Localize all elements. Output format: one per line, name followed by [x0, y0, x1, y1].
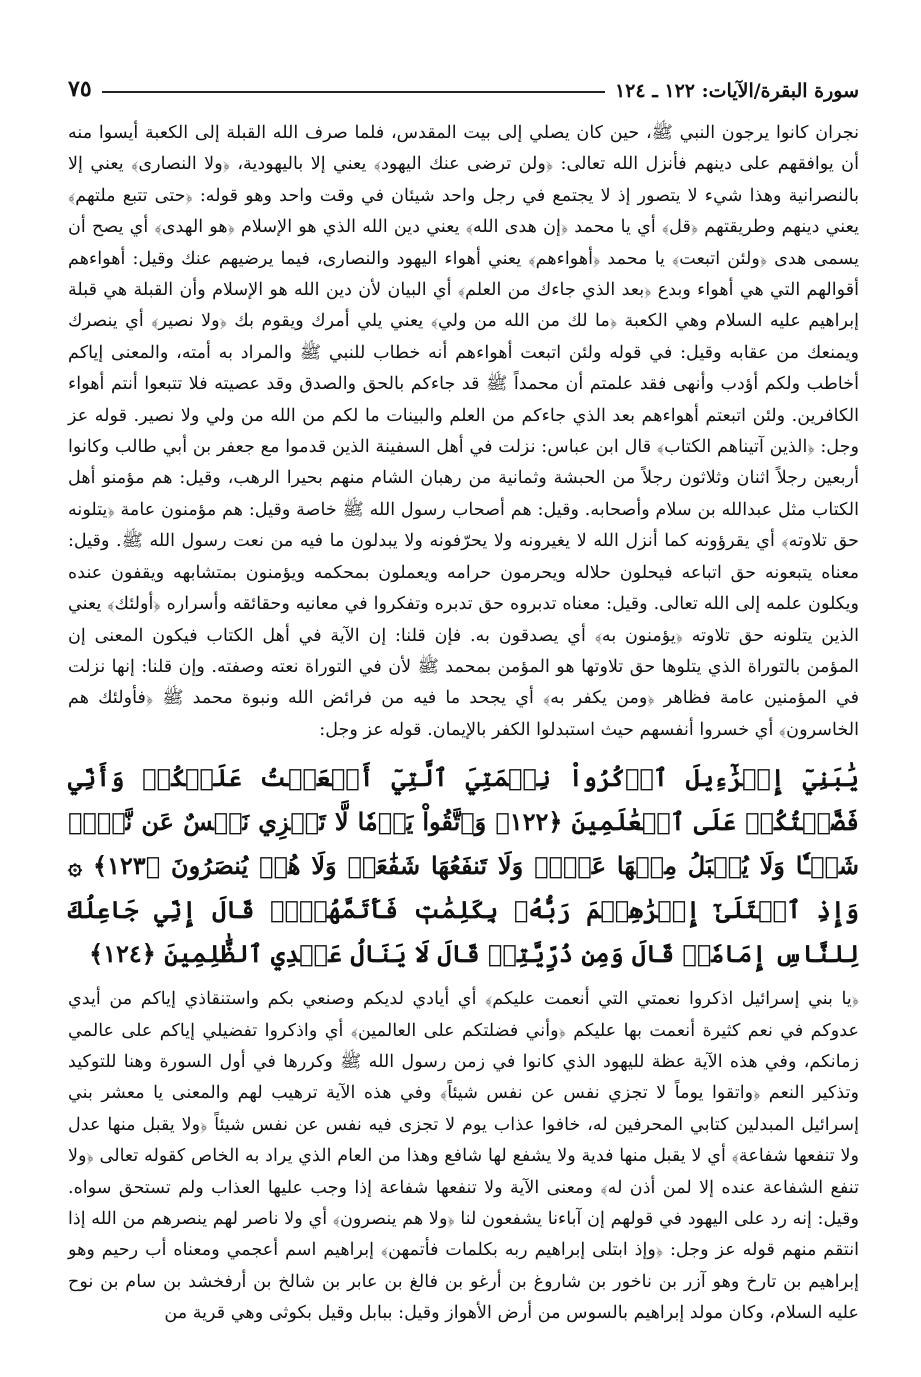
commentary-paragraph-1: نجران كانوا يرجون النبي ﷺ، حين كان يصلي إلى بيت المقدس، فلما صرف الله القبلة إلى الكعبة أيسوا منه أن يوافقهم على دينهم فأنزل الله تعالى: ﴿ولن ترضى عنك اليهود﴾ يعني إلا باليهودية، ﴿ولا النصارى﴾ يعني إلا بالنصرانية وهذا شيء لا يتصور إذ لا يجتمع في رجل واحد شيئان في وقت واحد وهو قوله: ﴿حتى تتبع ملتهم﴾ يعني دينهم وطريقتهم ﴿قل﴾ أي يا محمد ﴿إن هدى الله﴾ يعني دين الله الذي هو الإسلام ﴿هو الهدى﴾ أي يصح أن يسمى هدى ﴿ولئن اتبعت﴾ يا محمد ﴿أهواءهم﴾ يعني أهواء اليهود والنصارى، فيما يرضيهم عنك وقيل: أهواءهم أقوالهم التي هي أهواء وبدع ﴿بعد الذي جاءك من العلم﴾ أي البيان لأن دين الله هو الإسلام وأن القبلة هي قبلة إبراهيم عليه السلام وهي الكعبة ﴿ما لك من الله من ولي﴾ يعني يلي أمرك ويقوم بك ﴿ولا نصير﴾ أي ينصرك ويمنعك من عقابه وقيل: في قوله ولئن اتبعت أهواءهم أنه خطاب للنبي ﷺ والمراد به أمته، والمعنى إياكم أخاطب ولكم أؤدب وأنهى فقد علمتم أن محمداً ﷺ قد جاءكم بالحق والصدق وقد عصيته فلا تتبعوا أنتم أهواء الكافرين. ولئن اتبعتم أهواءهم بعد الذي جاءكم من العلم والبينات ما لكم من الله من ولي ولا نصير. قوله عز وجل: ﴿الذين آتيناهم الكتاب﴾ قال ابن عباس: نزلت في أهل السفينة الذين قدموا مع جعفر بن أبي طالب وكانوا أربعين رجلاً اثنان وثلاثون رجلاً من الحبشة وثمانية من رهبان الشام منهم بحيرا الرهب، وقيل: هم مؤمنو أهل الكتاب مثل عبدالله بن سلام وأصحابه. وقيل: هم أصحاب رسول الله ﷺ خاصة وقيل: هم مؤمنون عامة ﴿يتلونه حق تلاوته﴾ أي يقرؤونه كما أنزل الله لا يغيرونه ولا يحرّفونه ولا يبدلون ما فيه من نعت رسول الله ﷺ. وقيل: معناه يتبعونه حق اتباعه فيحلون حلاله ويحرمون حرامه ويعملون بمحكمه ويؤمنون بمتشابهه ويقفون عنده ويكلون علمه إلى الله تعالى. وقيل: معناه تدبروه حق تدبره وتفكروا في معانيه وحقائقه وأسراره ﴿أولئك﴾ يعني الذين يتلونه حق تلاوته ﴿يؤمنون به﴾ أي يصدقون به. فإن قلنا: إن الآية في أهل الكتاب فيكون المعنى إن المؤمن بالتوراة الذي يتلوها حق تلاوتها هو المؤمن بمحمد ﷺ لأن في التوراة نعته وصفته. وإن قلنا: إنها نزلت في المؤمنين عامة فظاهر ﴿ومن يكفر به﴾ أي يجحد ما فيه من فرائض الله ونبوة محمد ﷺ ﴿فأولئك هم الخاسرون﴾ أي خسروا أنفسهم حيث استبدلوا الكفر بالإيمان. قوله عز وجل: [68, 123, 859, 740]
quran-verses-122-124: يَٰبَنِيٓ إِسۡرَٰٓءِيلَ ٱذۡكُرُواْ نِعۡمَتِيَ ٱلَّتِيٓ أَنۡعَمۡتُ عَلَيۡكُمۡ وَأَنِّي فَضَّلۡتُكُمۡ عَلَى ٱلۡعَٰلَمِينَ ﴿١٢٢﴾ وَٱتَّقُواْ يَوۡمٗا لَّا تَجۡزِي نَفۡسٌ عَن نَّفۡسٖ شَيۡـٔٗا وَلَا يُقۡبَلُ مِنۡهَا عَدۡلٞ وَلَا تَنفَعُهَا شَفَٰعَةٞ وَلَا هُمۡ يُنصَرُونَ ﴿١٢٣﴾ ۞ وَإِذِ ٱبۡتَلَىٰٓ إِبۡرَٰهِـۧمَ رَبُّهُۥ بِكَلِمَٰتٖ فَأَتَمَّهُنَّۖ قَالَ إِنِّي جَاعِلُكَ لِلنَّاسِ إِمَامٗاۖ قَالَ وَمِن ذُرِّيَّتِيۖ قَالَ لَا يَنَالُ عَهۡدِي ٱلظَّٰلِمِينَ ﴿١٢٤﴾ [68, 763, 860, 969]
running-title: سورة البقرة/الآيات: ١٢٢ ـ ١٢٤ [614, 80, 859, 102]
header-rule [102, 91, 605, 93]
commentary-paragraph-2: ﴿يا بني إسرائيل اذكروا نعمتي التي أنعمت عليكم﴾ أي أيادي لديكم وصنعي بكم واستنقاذي إياكم من أيدي عدوكم في نعم كثيرة أنعمت بها عليكم ﴿وأني فضلتكم على العالمين﴾ أي واذكروا تفضيلي إياكم على عالمي زمانكم، وفي هذه الآية عظة لليهود الذي كانوا في زمن رسول الله ﷺ وكررها في أول السورة وهنا للتوكيد وتذكير النعم ﴿واتقوا يوماً لا تجزي نفس عن نفس شيئاً﴾ وفي هذه الآية ترهيب لهم والمعنى يا معشر بني إسرائيل المبدلين كتابي المحرفين له، خافوا عذاب يوم لا تجزى فيه نفس عن نفس شيئاً ﴿ولا يقبل منها عدل ولا تنفعها شفاعة﴾ أي لا يقبل منها فدية ولا يشفع لها شافع وهذا من العام الذي يراد به الخاص كقوله تعالى ﴿ولا تنفع الشفاعة عنده إلا لمن أذن له﴾ ومعنى الآية ولا تنفعها شفاعة إذا وجب عليها العذاب ولم تستحق سواه. وقيل: إنه رد على اليهود في قولهم إن آباءنا يشفعون لنا ﴿ولا هم ينصرون﴾ أي ولا ناصر لهم ينصرهم من الله إذا انتقم منهم قوله عز وجل: ﴿وإذ ابتلى إبراهيم ربه بكلمات فأتمهن﴾ إبراهيم اسم أعجمي ومعناه أب رحيم وهو إبراهيم بن تارخ وهو آزر بن ناخور بن شاروغ بن أرغو بن فالغ بن عابر بن شالخ بن أرفخشد بن سام بن نوح عليه السلام، وكان مولد إبراهيم بالسوس من أرض الأهواز وقيل: ببابل وقيل بكوثى وهي قرية من [68, 989, 859, 1324]
page-header [68, 62, 859, 102]
page-number: ٧٥ [68, 76, 92, 102]
